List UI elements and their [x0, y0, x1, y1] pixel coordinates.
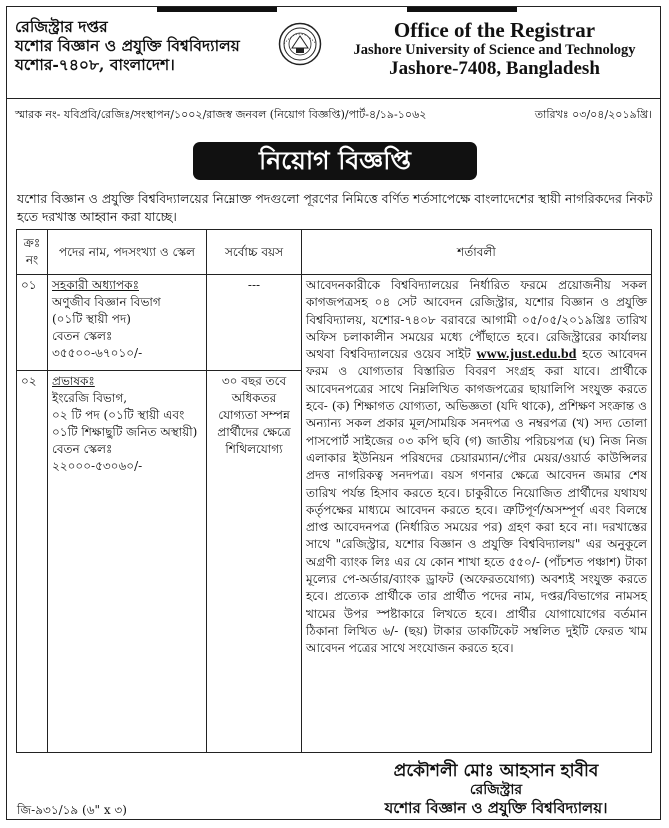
memo-reference: স্মারক নং- যবিপ্রবি/রেজিঃ/সংস্থাপন/১০০২/রাজস্ব জনবল (নিয়োগ বিজ্ঞপ্তি)/পার্ট-৪/১৯-১০৬২: [15, 108, 427, 121]
signatory-designation: রেজিস্ট্রার: [469, 782, 523, 798]
signatory-institution: যশোর বিজ্ঞান ও প্রযুক্তি বিশ্ববিদ্যালয়।: [384, 799, 608, 817]
row-serial: ০২: [17, 371, 48, 753]
row-age: ৩০ বছর তবে অধিকতর যোগ্যতা সম্পন্ন প্রার্থীদের ক্ষেত্রে শিথিলযোগ্য: [207, 371, 302, 753]
header-english: [337, 18, 652, 80]
post-department: ইংরেজি বিভাগ,: [52, 391, 128, 405]
post-title: প্রভাষকঃ: [52, 374, 95, 388]
post-department: অণুজীব বিজ্ঞান বিভাগ: [52, 295, 161, 309]
signature-block: [346, 761, 646, 818]
top-decor-bar: [407, 7, 517, 12]
header-en-office: Office of the Registrar: [393, 18, 596, 42]
table-row: [17, 275, 652, 371]
terms-text-part1: আবেদনকারীকে বিশ্ববিদ্যালয়ের নির্ধারিত ফরমে প্রয়োজনীয় সকল কাগজপত্রসহ ০৪ সেট আবেদন রেজিস্ট্রার, যশোর বিজ্ঞান ও প্রযুক্তি বিশ্ববিদ্যালয়, যশোর-৭৪০৮ বরাবরে আগামী ০৫/০৫/২০১৯খ্রিঃ তারিখ অফিস চলাকালীন সময়ের মধ্যে পৌঁছাতে হবে। রেজিস্ট্রারের কার্যালয় অথবা বিশ্ববিদ্যালয়ের ওয়েব সাইট: [306, 278, 647, 362]
row-serial: ০১: [17, 275, 48, 371]
signatory-name: প্রকৌশলী মোঃ আহসান হাবীব: [393, 761, 599, 781]
terms-cell: [302, 275, 652, 753]
notice-title: নিয়োগ বিজ্ঞপ্তি: [193, 142, 477, 180]
header-serial: ক্রঃ নং: [17, 230, 48, 275]
row-age: ---: [207, 275, 302, 371]
post-scale-label: বেতন স্কেলঃ: [52, 329, 113, 343]
top-decor-bar: [157, 7, 277, 12]
university-seal-icon: [278, 22, 322, 66]
website-link[interactable]: www.just.edu.bd: [476, 347, 577, 363]
header-bn-office: রেজিস্ট্রার দপ্তর: [15, 17, 108, 36]
header-bn-address: যশোর-৭৪০৮, বাংলাদেশ।: [15, 55, 175, 74]
post-scale: ২২০০০-৫৩০৬০/-: [52, 459, 143, 473]
post-count: ০২ টি পদ (০১টি স্থায়ী এবং ০১টি শিক্ষাছুটি জনিত অস্থায়ী): [52, 408, 198, 439]
post-scale-label: বেতন স্কেলঃ: [52, 442, 113, 456]
terms-text-part2: হতে আবেদন ফরম ও যোগ্যতার বিস্তারিত বিবরণ সংগ্রহ করা যাবে। প্রার্থীকে আবেদনপত্রের সাথে নিম্নলিখিত কাগজপত্রের ছায়ালিপি সংযুক্ত করতে হবে- (ক) শিক্ষাগত যোগ্যতা, অভিজ্ঞতা (যদি থাকে), প্রশিক্ষণ সংক্রান্ত ও অন্যান্য সকল প্রকার মূল/সাময়িক সনদপত্র ও নম্বরপত্র (খ) সদ্য তোলা পাসপোর্ট সাইজের ০৩ কপি ছবি (গ) জাতীয় পরিচয়পত্র (ঘ) নিজ নিজ এলাকার ইউনিয়ন পরিষদের চেয়ারম্যান/পৌর মেয়র/ওয়ার্ড কাউন্সিলর প্রদত্ত নাগরিকত্ব সনদপত্র। বয়স গণনার ক্ষেত্রে আবেদন জমার শেষ তারিখ পর্যন্ত হিসাব করতে হবে। চাকুরীতে নিয়োজিত প্রার্থীদের যথাযথ কর্তৃপক্ষের মাধ্যমে আবেদন করতে হবে। ত্রুটিপূর্ণ/অসম্পূর্ণ এবং বিলম্বে প্রাপ্ত আবেদনপত্র (নির্ধারিত সময়ের পর) গ্রহণ করা হবে না। দরখাস্তের সাথে "রেজিস্ট্রার, যশোর বিজ্ঞান ও প্রযুক্তি বিশ্ববিদ্যালয়" এর অনুকূলে অগ্রণী ব্যাংক লিঃ এর যে কোন শাখা হতে ৫৫০/- (পাঁচশত পঞ্চাশ) টাকা মূল্যের পে-অর্ডার/ব্যাংক ড্রাফট (অফেরতযোগ্য) অবশ্যই সংযুক্ত করতে হবে। প্রত্যেক প্রার্থীকে তার প্রার্থীত পদের নাম, দপ্তর/বিভাগের নামসহ খামের উপর স্পষ্টাকারে লিখতে হবে। প্রার্থীর যোগাযোগের বর্তমান ঠিকানা লিখিত ৬/- (ছয়) টাকার ডাকটিকেট সম্বলিত দুইটি ফেরত খাম আবেদন পত্রের সাথে সংযোজন করতে হবে।: [306, 347, 647, 656]
header-terms: শর্তাবলী: [302, 230, 652, 275]
post-title: সহকারী অধ্যাপকঃ: [52, 278, 139, 292]
row-post: [48, 371, 207, 753]
header-en-address: Jashore-7408, Bangladesh: [389, 58, 600, 79]
header-bangla: [15, 17, 280, 74]
post-scale: ৩৫৫০০-৬৭০১০/-: [52, 346, 143, 360]
vacancy-table: [16, 229, 652, 753]
ad-code: জি-৯৩১/১৯ (৬" x ৩): [17, 803, 127, 817]
intro-paragraph: যশোর বিজ্ঞান ও প্রযুক্তি বিশ্ববিদ্যালয়ের নিম্নোক্ত পদগুলো পূরণের নিমিত্তে বর্ণিত শর্তসাপেক্ষে বাংলাদেশের স্থায়ী নাগরিকদের নিকট হতে দরখাস্ত আহ্বান করা যাচ্ছে।: [17, 191, 653, 224]
header-divider: [7, 98, 660, 99]
post-count: (০১টি স্থায়ী পদ): [52, 312, 131, 326]
memo-date: তারিখঃ ০৩/০৪/২০১৯খ্রি।: [534, 108, 652, 121]
header-bn-university: যশোর বিজ্ঞান ও প্রযুক্তি বিশ্ববিদ্যালয়: [15, 36, 240, 55]
header-post: পদের নাম, পদসংখ্যা ও স্কেল: [48, 230, 207, 275]
row-post: [48, 275, 207, 371]
header-age: সর্বোচ্চ বয়স: [207, 230, 302, 275]
table-header-row: [17, 230, 652, 275]
notice-page: [6, 6, 661, 820]
header-en-university: Jashore University of Science and Technology: [353, 42, 636, 58]
